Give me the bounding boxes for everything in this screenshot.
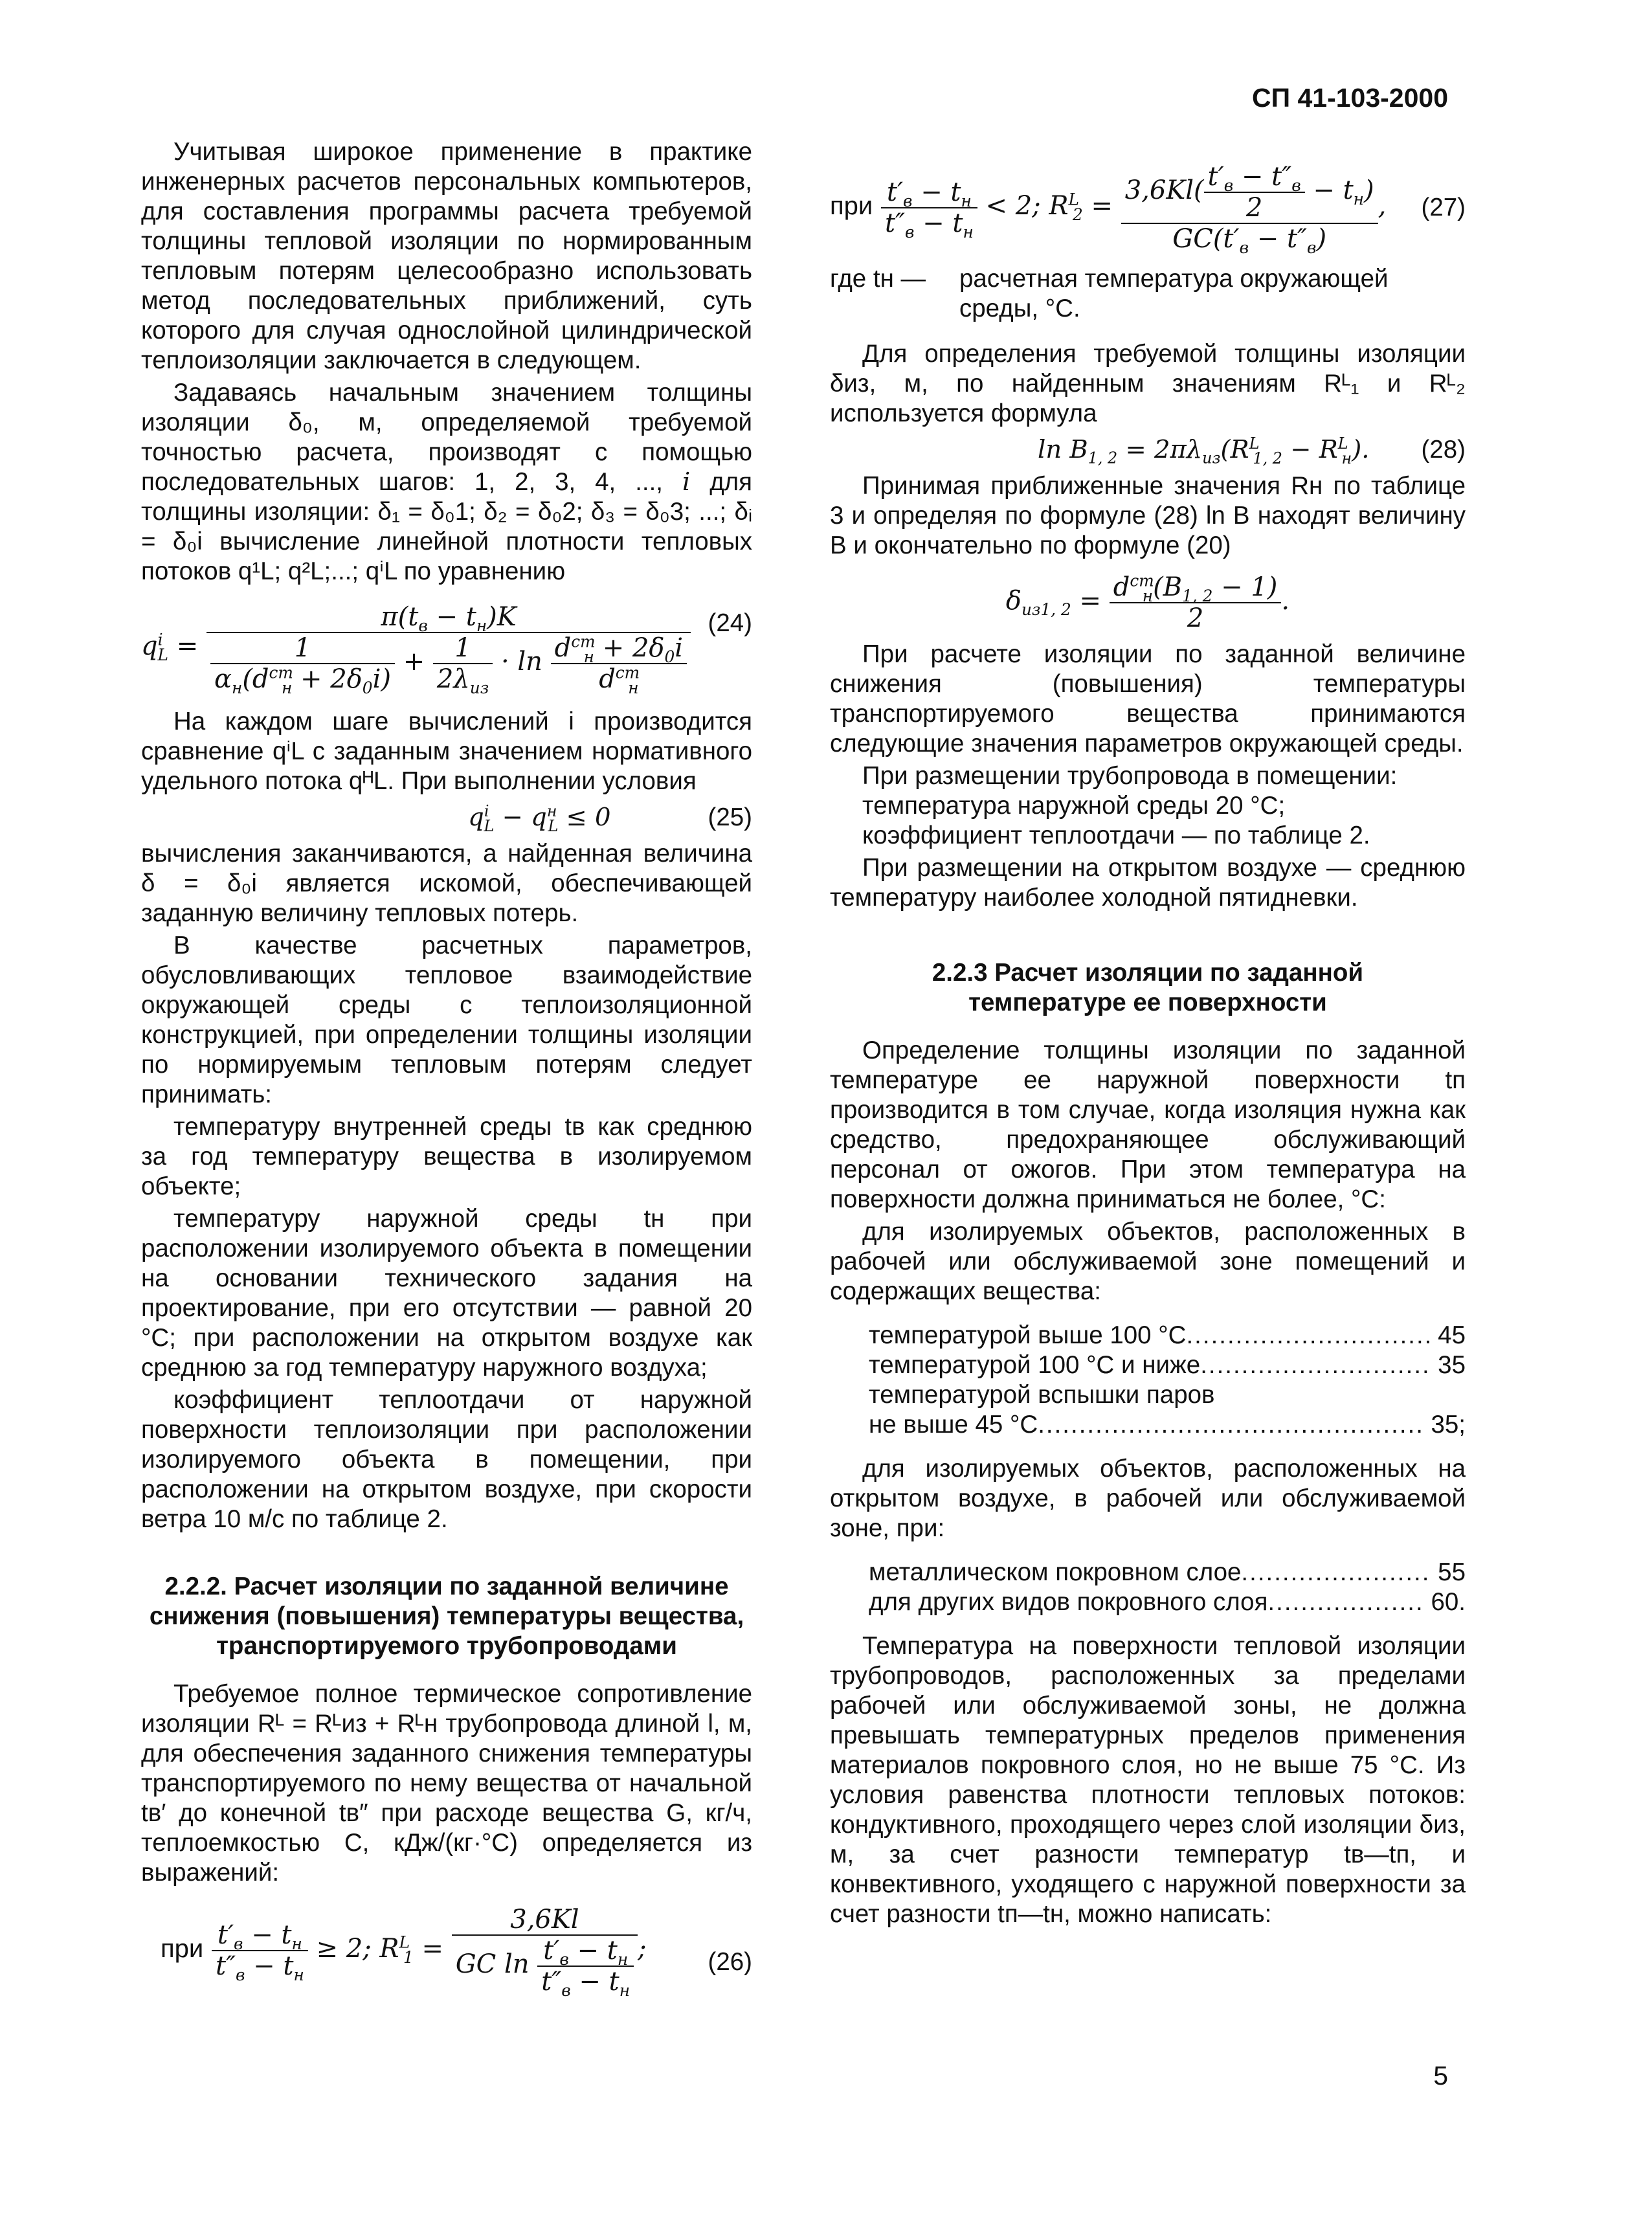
paragraph: В качестве расчетных параметров, обусловливающих тепловое взаимодействие окружающей среды с теплоизоляционной конструкцией, при определении толщины изоляции по нормируемым тепловым потерям следует принимать:	[141, 932, 752, 1108]
left-column	[141, 137, 752, 2000]
page-number: 5	[1433, 2061, 1448, 2090]
paragraph: На каждом шаге вычислений i производится сравнение qⁱL с заданным значением нормативного удельного потока qᴴL. При выполнении условия	[141, 708, 752, 795]
paragraph: температура наружной среды 20 °С;	[862, 792, 1286, 820]
right-column	[830, 162, 1466, 1929]
paragraph: При размещении на открытом воздухе — среднюю температуру наиболее холодной пятидневки.	[830, 854, 1466, 912]
paragraph: При расчете изоляции по заданной величине снижения (повышения) температуры транспортируемого вещества принимаются следующие значения параметров окружающей среды.	[830, 640, 1466, 757]
paragraph: коэффициент теплоотдачи — по таблице 2.	[862, 822, 1370, 849]
equation-delta: $\delta_{из1, 2}$ = $\frac{d^{ст}_н(B_{1, 2} - 1)}{2}$ .	[1005, 571, 1290, 633]
equation-number: (25)	[708, 803, 752, 831]
paragraph: Определение толщины изоляции по заданной температуре ее наружной поверхности tп производится в том случае, когда изоляция нужна как средство, предохраняющее обслуживающий персонал от ожогов. При этом температура на поверхности должна приниматься не более, °С:	[830, 1036, 1466, 1213]
paragraph: Задаваясь начальным значением толщины изоляции δ₀, м, определяемой требуемой точностью расчета, производят с помощью последовательных шагов: 1, 2, 3, 4, ..., i для толщины изоляции: δ₁ = δ₀1; δ₂ = δ₀2; δ₃ = δ₀3; ...; δᵢ = δ₀i вычисление линейной плотности тепловых потоков q¹L; q²L;...; qⁱL по уравнению	[141, 379, 752, 585]
equation-25: $q^i_L - q^н_L \le 0$ (25)	[468, 802, 752, 835]
list-item: температурой выше 100 °С ..... 45	[869, 1321, 1466, 1350]
paragraph: для изолируемых объектов, расположенных в рабочей или обслуживаемой зоне помещений и содержащих вещества:	[830, 1218, 1466, 1305]
paragraph: Требуемое полное термическое сопротивление изоляции Rᴸ = Rᴸиз + Rᴸн трубопровода длиной l, м, для обеспечения заданного снижения температуры транспортируемого по нему вещества от начальной tв′ до конечной tв″ при расходе вещества G, кг/ч, теплоемкостью С, кДж/(кг·°С) определяется из выражений:	[141, 1680, 752, 1887]
equation-26: при $\frac{t'_в - t_н}{t''_в - t_н}$ ≥ 2; $R^L_1$ = 3,6Kl GC ln $\frac{t'_в - t_н}{t''_в - t_н}$ ; (26)	[161, 1905, 752, 2000]
section-heading-2-2-3: 2.2.3 Расчет изоляции по заданной температуре ее поверхности	[932, 959, 1364, 1016]
equation-number: (24)	[708, 609, 752, 637]
list-item: не выше 45 °С ..... 35;	[869, 1410, 1466, 1440]
document-code: СП 41-103-2000	[1252, 83, 1448, 113]
equation-number: (27)	[1421, 194, 1466, 221]
list-item-text: температурой вспышки паров	[869, 1381, 1215, 1409]
equation-number: (26)	[708, 1948, 752, 1976]
equation-27: при $\frac{t'_в - t_н}{t''_в - t_н}$ < 2; $R^L_2$ = 3,6Kl( $\frac{t'_в - t''_в}{2}$ − $t_н$) $GC(t'_в - t''_в)$ , (27)	[830, 162, 1466, 257]
where-clause: где tн — расчетная температура окружающей среды, °С.	[830, 265, 1389, 322]
equation-number: (28)	[1421, 436, 1466, 464]
paragraph: для изолируемых объектов, расположенных на открытом воздухе, в рабочей или обслуживаемой зоне, при:	[830, 1455, 1466, 1542]
paragraph: коэффициент теплоотдачи от наружной поверхности теплоизоляции при расположении изолируемого объекта в помещении, при расположении на открытом воздухе, при скорости ветра 10 м/с по таблице 2.	[141, 1386, 752, 1533]
paragraph: температуру наружной среды tн при расположении изолируемого объекта в помещении на основании технического задания на проектирование, при его отсутствии — равной 20 °С; при расположении на открытом воздухе как среднюю за год температуру наружного воздуха;	[141, 1205, 752, 1382]
paragraph: Для определения требуемой толщины изоляции δиз, м, по найденным значениям Rᴸ₁ и Rᴸ₂ используется формула	[830, 340, 1466, 427]
paragraph: Температура на поверхности тепловой изоляции трубопроводов, расположенных за пределами рабочей или обслуживаемой зоны, не должна превышать температурных пределов применения материалов покровного слоя, но не выше 75 °С. Из условия равенства плотности тепловых потоков: кондуктивного, проходящего через слой изоляции δиз, м, за счет разности температур tв—tп, и конвективного, уходящего с наружной поверхности за счет разности tп—tн, можно написать:	[830, 1632, 1466, 1928]
list-item: температурой 100 °С и ниже ..... 35	[869, 1350, 1466, 1380]
paragraph: При размещении трубопровода в помещении:	[862, 762, 1398, 790]
paragraph: Принимая приближенные значения Rн по таблице 3 и определяя по формуле (28) ln B находят величину B и окончательно по формуле (20)	[830, 472, 1466, 559]
paragraph: вычисления заканчиваются, а найденная величина δ = δ₀i является искомой, обеспечивающей заданную величину тепловых потерь.	[141, 840, 752, 927]
paragraph: Учитывая широкое применение в практике инженерных расчетов персональных компьютеров, для составления программы расчета требуемой толщины тепловой изоляции по нормированным тепловым потерям целесообразно использовать метод последовательных приближений, суть которого для случая однослойной цилиндрической теплоизоляции заключается в следующем.	[141, 138, 752, 374]
paragraph: температуру внутренней среды tв как среднюю за год температуру вещества в изолируемом объекте;	[141, 1113, 752, 1200]
equation-24: $q^i_L$ = $\pi(t_в - t_н)K$ $\frac{1}{\alpha_н(d^{ст}_н + 2\delta_0i)}$ + $\frac{1}{2\lambda_{из}}$ · ln $\frac{d^{ст}_н + 2\delta_0i}{d^{ст}_н}$ (24)	[141, 602, 752, 697]
temperature-list-indoor	[869, 1321, 1466, 1440]
list-item: для других видов покровного слоя ..... 60.	[869, 1587, 1466, 1617]
section-heading-2-2-2: 2.2.2. Расчет изоляции по заданной величине снижения (повышения) температуры вещества, транспортируемого трубопроводами	[149, 1573, 744, 1660]
equation-28: $\ln B_{1, 2} = 2\pi\lambda_{из}(R^L_{1, 2} - R^L_н)$. (28)	[1038, 434, 1466, 467]
list-item: металлическом покровном слое ..... 55	[869, 1558, 1466, 1587]
temperature-list-outdoor	[869, 1558, 1466, 1617]
